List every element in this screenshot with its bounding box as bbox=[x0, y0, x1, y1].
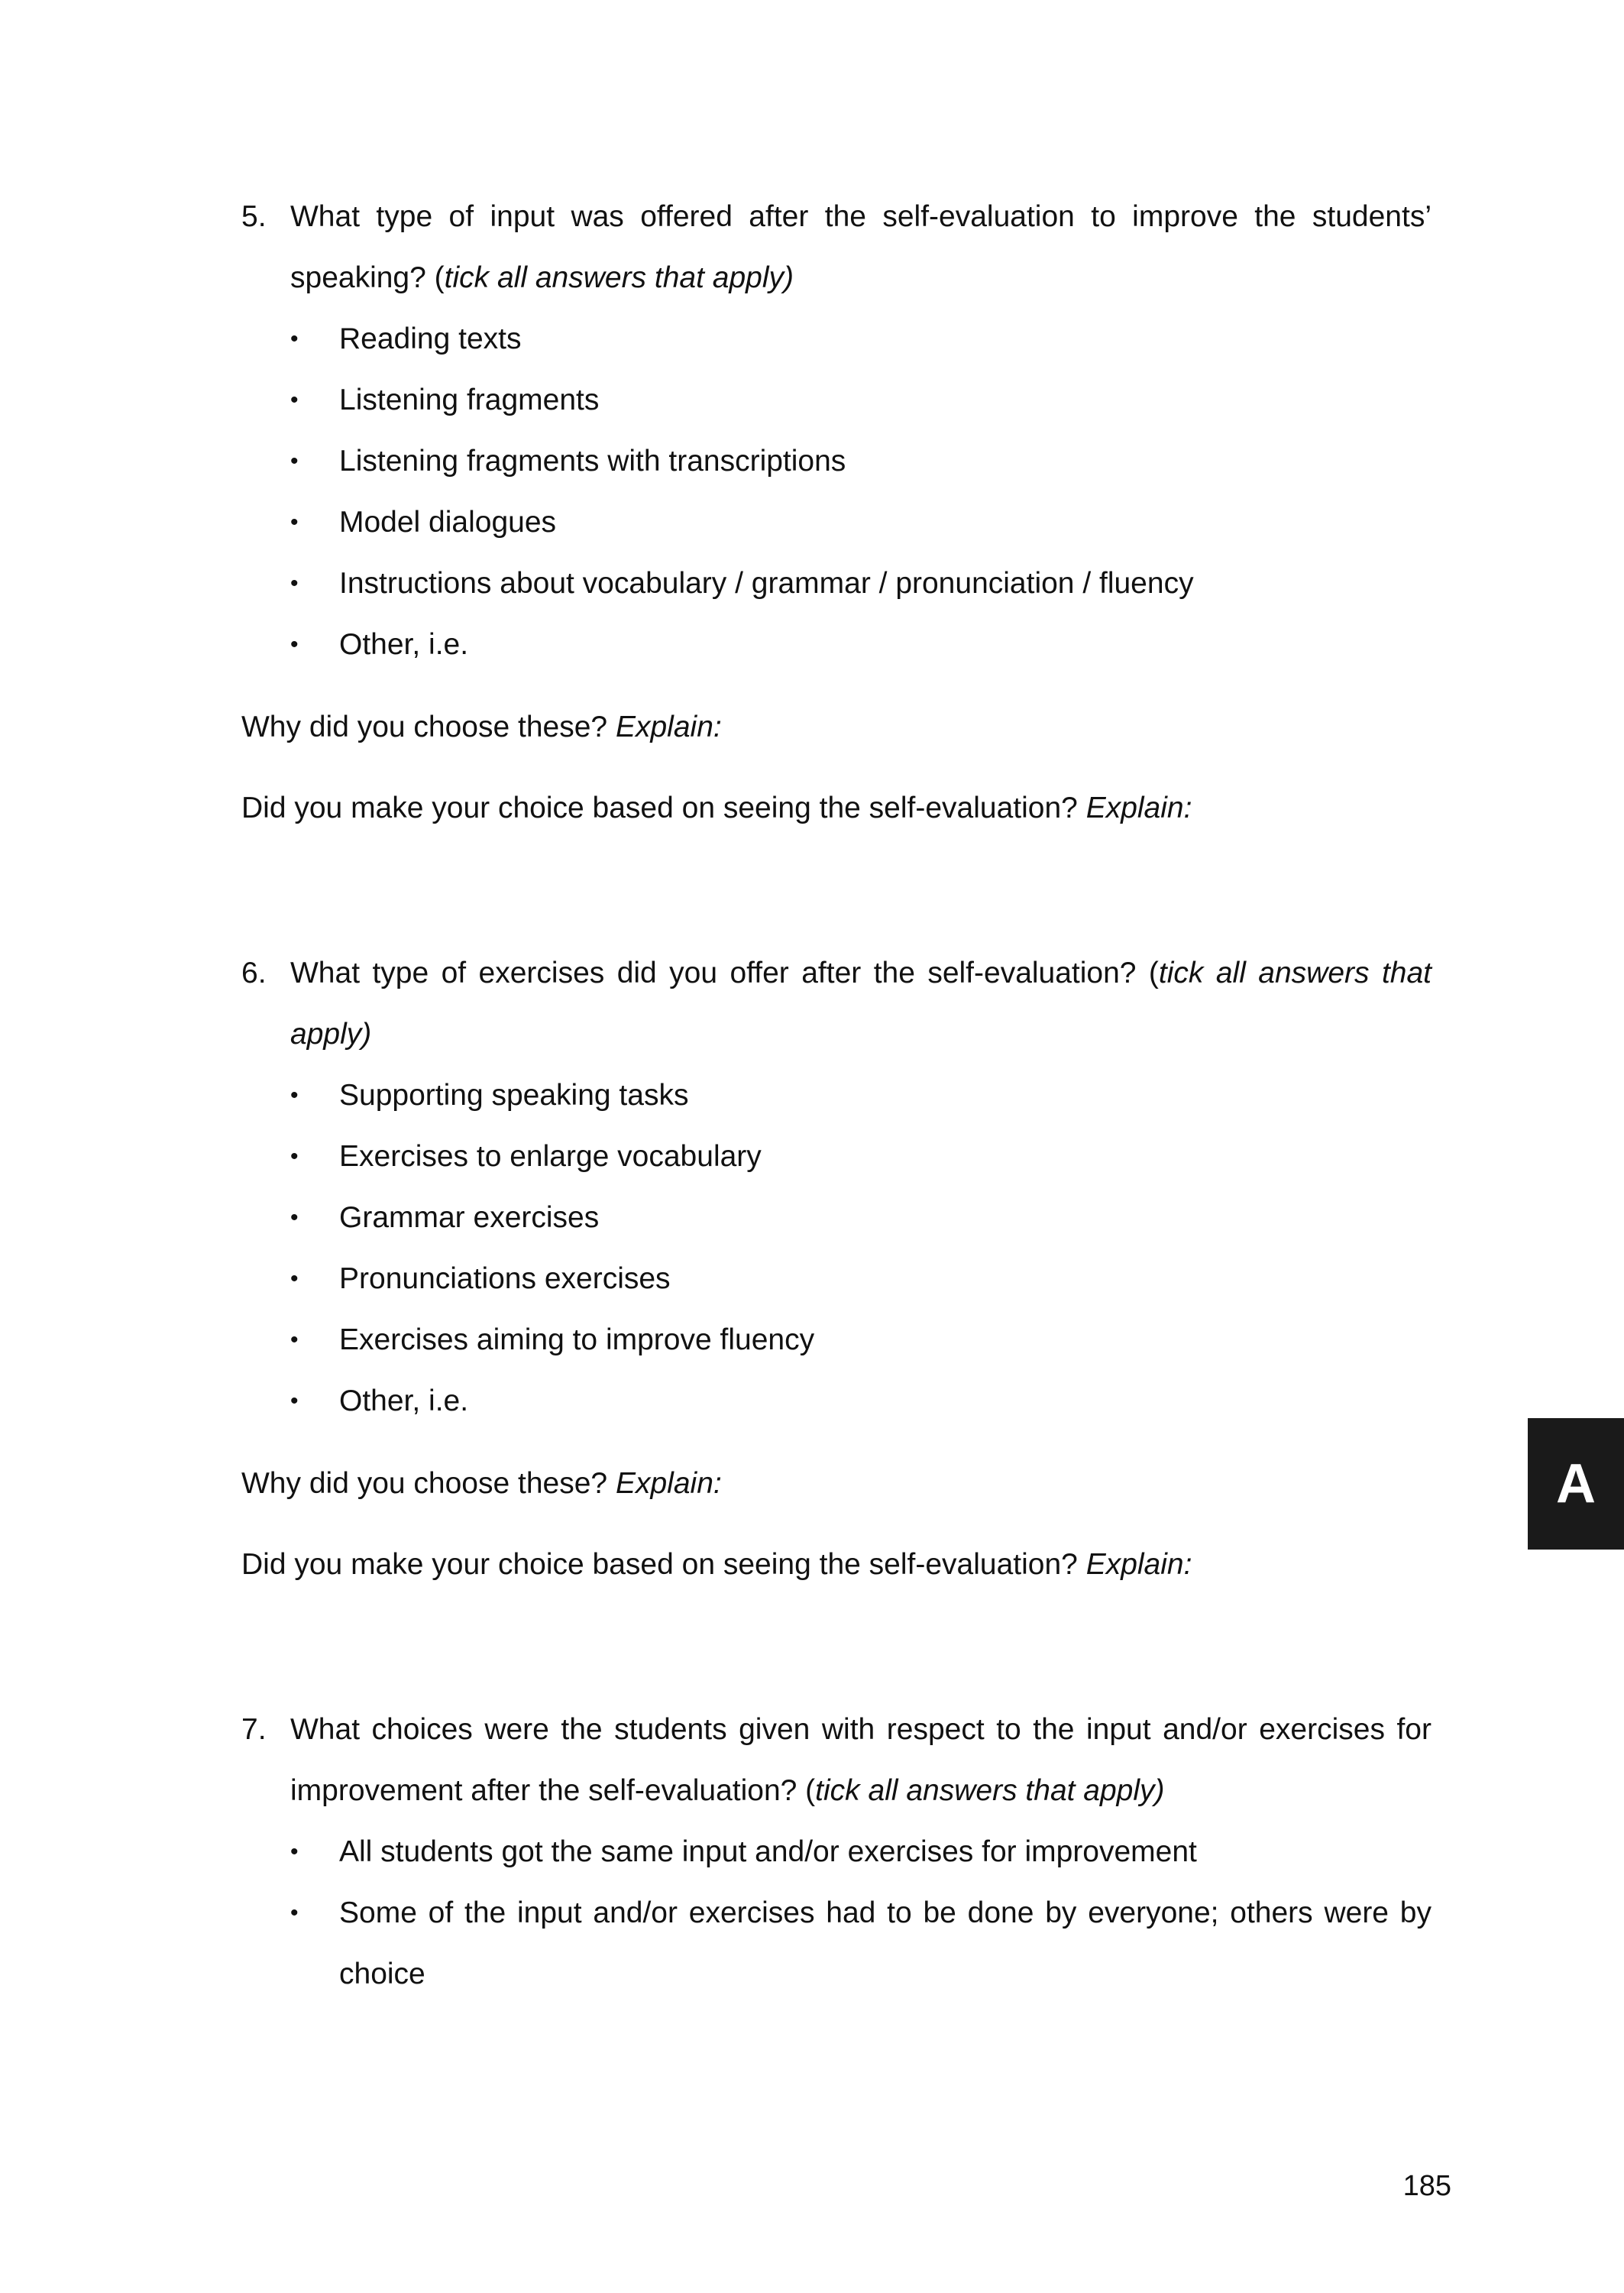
bullet-icon: • bbox=[290, 1900, 299, 1925]
option-label: Other, i.e. bbox=[339, 1385, 469, 1417]
appendix-section-tab: A bbox=[1528, 1418, 1624, 1550]
option-label: Instructions about vocabulary / grammar / pronunciation / fluency bbox=[339, 567, 1194, 600]
list-item bbox=[290, 1187, 1432, 1249]
question-7 bbox=[241, 1699, 1432, 1822]
list-item bbox=[290, 370, 1432, 431]
bullet-icon: • bbox=[290, 1327, 299, 1352]
question-5 bbox=[241, 186, 1432, 309]
option-list bbox=[241, 309, 1432, 675]
followup-choice: Did you make your choice based on seeing the self-evaluation? Explain: bbox=[241, 1548, 1192, 1581]
question-number: 7. bbox=[241, 1713, 267, 1746]
list-item bbox=[290, 1065, 1432, 1126]
list-item bbox=[290, 1249, 1432, 1310]
list-item bbox=[290, 1310, 1432, 1371]
bullet-icon: • bbox=[290, 1144, 299, 1169]
option-label: Listening fragments with transcriptions bbox=[339, 445, 846, 478]
bullet-icon: • bbox=[290, 449, 299, 474]
bullet-icon: • bbox=[290, 1205, 299, 1230]
bullet-icon: • bbox=[290, 1388, 299, 1414]
bullet-icon: • bbox=[290, 326, 299, 351]
section-gap bbox=[241, 1595, 1432, 1699]
option-label: Exercises to enlarge vocabulary bbox=[339, 1140, 762, 1173]
question-text: What choices were the students given with respect to the input and/or exercises for improvement after the self-evaluation? (tick all answers that apply) bbox=[290, 1713, 1432, 1807]
option-label: Pronunciations exercises bbox=[339, 1262, 671, 1295]
list-item bbox=[290, 614, 1432, 675]
bullet-icon: • bbox=[290, 1839, 299, 1864]
option-label: Reading texts bbox=[339, 322, 522, 355]
bullet-icon: • bbox=[290, 1266, 299, 1291]
question-6 bbox=[241, 943, 1432, 1065]
question-text: What type of exercises did you offer after the self-evaluation? (tick all answers that apply) bbox=[290, 957, 1432, 1051]
followup-why: Why did you choose these? Explain: bbox=[241, 711, 722, 743]
option-label: All students got the same input and/or exercises for improvement bbox=[339, 1835, 1197, 1868]
list-item bbox=[290, 1371, 1432, 1432]
question-number: 6. bbox=[241, 957, 267, 989]
option-label: Supporting speaking tasks bbox=[339, 1079, 689, 1112]
list-item bbox=[290, 309, 1432, 370]
bullet-icon: • bbox=[290, 510, 299, 535]
question-instruction: tick all answers that apply) bbox=[290, 957, 1432, 1051]
list-item bbox=[290, 1126, 1432, 1187]
list-item bbox=[290, 1883, 1432, 2005]
followup-why: Why did you choose these? Explain: bbox=[241, 1467, 722, 1500]
question-number: 5. bbox=[241, 200, 267, 233]
option-label: Other, i.e. bbox=[339, 628, 469, 661]
list-item bbox=[290, 431, 1432, 492]
question-text: What type of input was offered after the self-evaluation to improve the students’ speaking? (tick all answers that apply) bbox=[290, 200, 1432, 294]
option-label: Listening fragments bbox=[339, 384, 600, 416]
option-label: Grammar exercises bbox=[339, 1201, 600, 1234]
section-gap bbox=[241, 839, 1432, 943]
option-label: Model dialogues bbox=[339, 506, 557, 539]
bullet-icon: • bbox=[290, 571, 299, 596]
bullet-icon: • bbox=[290, 387, 299, 413]
option-list bbox=[241, 1065, 1432, 1432]
document-body bbox=[241, 186, 1432, 2005]
option-label: Some of the input and/or exercises had to be done by everyone; others were by choice bbox=[339, 1896, 1432, 1990]
page-number: 185 bbox=[1402, 2170, 1451, 2202]
question-instruction: tick all answers that apply) bbox=[815, 1774, 1165, 1807]
question-instruction: tick all answers that apply) bbox=[444, 261, 794, 294]
list-item bbox=[290, 492, 1432, 553]
bullet-icon: • bbox=[290, 632, 299, 657]
option-list bbox=[241, 1822, 1432, 2005]
list-item bbox=[290, 1822, 1432, 1883]
followup-choice: Did you make your choice based on seeing the self-evaluation? Explain: bbox=[241, 792, 1192, 824]
bullet-icon: • bbox=[290, 1083, 299, 1108]
list-item bbox=[290, 553, 1432, 614]
option-label: Exercises aiming to improve fluency bbox=[339, 1323, 815, 1356]
